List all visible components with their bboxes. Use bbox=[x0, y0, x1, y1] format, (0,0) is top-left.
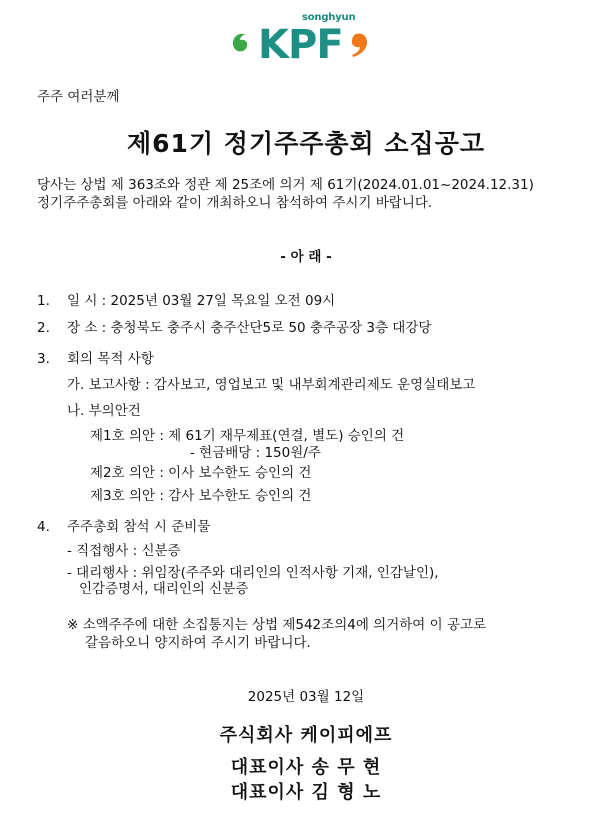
notice-line-2: 갈음하오니 양지하여 주시기 바랍니다. bbox=[85, 635, 311, 651]
logo-left-quote-mark bbox=[233, 34, 247, 51]
logo-main-text: KPF bbox=[258, 22, 343, 68]
agenda-2: 제2호 의안 : 이사 보수한도 승인의 건 bbox=[90, 465, 312, 481]
logo-small-text: songhyun bbox=[302, 12, 356, 23]
logo-right-comma-mark bbox=[352, 33, 367, 57]
item-2-location: 장 소 : 충청북도 충주시 충주산단5로 50 충주공장 3층 대강당 bbox=[67, 320, 432, 336]
ceo-2: 대표이사 김 형 노 bbox=[230, 782, 382, 803]
item-4-number: 4. bbox=[37, 519, 50, 535]
item-1-number: 1. bbox=[37, 293, 50, 309]
item-2-number: 2. bbox=[37, 320, 50, 336]
salutation: 주주 여러분께 bbox=[37, 89, 120, 105]
item-3-title: 회의 목적 사항 bbox=[67, 351, 154, 367]
item-3-resolution-title: 나. 부의안건 bbox=[67, 403, 141, 419]
ceo-1: 대표이사 송 무 현 bbox=[230, 757, 382, 778]
below-heading: - 아 래 - bbox=[280, 249, 332, 265]
item-3-report: 가. 보고사항 : 감사보고, 영업보고 및 내부회계관리제도 운영실태보고 bbox=[67, 377, 476, 393]
company-logo bbox=[226, 8, 386, 70]
agenda-3: 제3호 의안 : 감사 보수한도 승인의 건 bbox=[90, 488, 312, 504]
notice-line-1: ※ 소액주주에 대한 소집통지는 상법 제542조의4에 의거하여 이 공고로 bbox=[67, 617, 487, 633]
item-4-title: 주주총회 참석 시 준비물 bbox=[67, 519, 211, 535]
announcement-date: 2025년 03월 12일 bbox=[247, 689, 365, 705]
intro-line-2: 정기주주총회를 아래와 같이 개최하오니 참석하여 주시기 바랍니다. bbox=[37, 195, 433, 211]
item-3-number: 3. bbox=[37, 351, 50, 367]
item-1-datetime: 일 시 : 2025년 03월 27일 목요일 오전 09시 bbox=[67, 293, 336, 309]
item-4-direct: - 직접행사 : 신분증 bbox=[67, 543, 181, 559]
logo-area bbox=[0, 8, 612, 74]
page-title: 제61기 정기주주총회 소집공고 bbox=[127, 129, 485, 158]
item-4-proxy-line-2: 인감증명서, 대리인의 신분증 bbox=[79, 581, 249, 597]
company-name: 주식회사 케이피에프 bbox=[219, 725, 393, 746]
agenda-1-dividend: - 현금배당 : 150원/주 bbox=[190, 445, 321, 461]
intro-line-1: 당사는 상법 제 363조와 정관 제 25조에 의거 제 61기(2024.01.01~2024.12.31) bbox=[37, 177, 534, 193]
item-4-proxy-line-1: - 대리행사 : 위임장(주주와 대리인의 인적사항 기재, 인감날인), bbox=[67, 565, 439, 581]
agenda-1: 제1호 의안 : 제 61기 재무제표(연결, 별도) 승인의 건 bbox=[90, 428, 405, 444]
